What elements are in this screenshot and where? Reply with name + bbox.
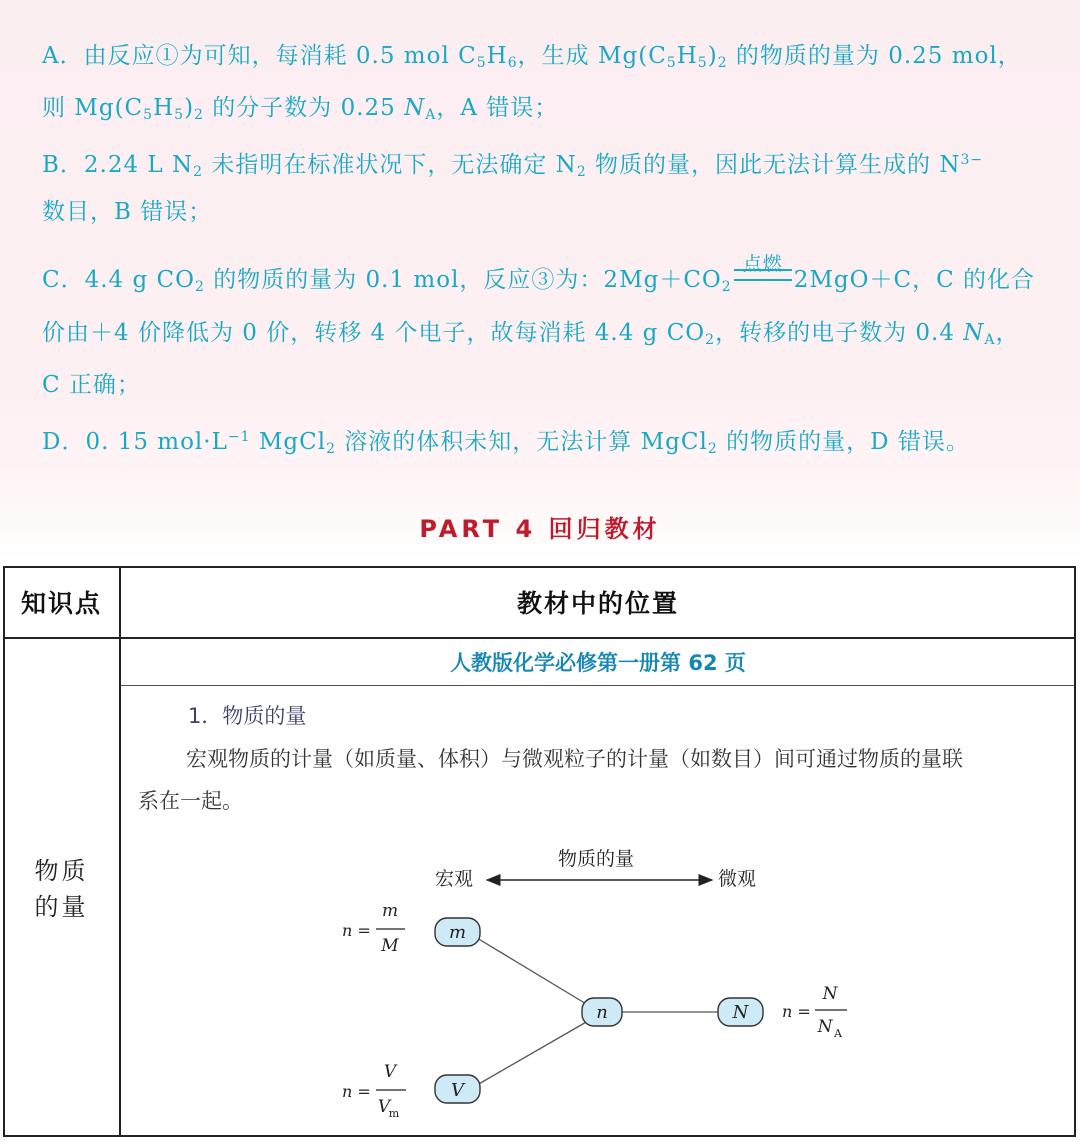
answer-line-c2: 价由＋4 价降低为 0 价，转移 4 个电子，故每消耗 4.4 g $CO_2$，转移的电子数为 0.4 $N_A$， <box>42 320 1020 348</box>
amount-axis-label: 物质的量 <box>558 848 635 870</box>
answer-line-b1: B．2.24 L $N_2$ 未指明在标准状况下，无法确定 $N_2$ 物质的量，因此无法计算生成的 $N^{3-}$ <box>42 152 984 180</box>
svg-text:N: N <box>822 984 838 1004</box>
svg-text:M: M <box>381 936 399 956</box>
connector-m-n <box>477 938 588 1005</box>
answer-explanation-box <box>0 0 1080 560</box>
topic-cell: 物质 的量 <box>34 856 89 921</box>
micro-label: 微观 <box>718 868 757 890</box>
svg-text:N: N <box>732 1002 749 1023</box>
ignition-arrow: 点燃 <box>732 275 794 287</box>
textbook-paragraph-line1: 宏观物质的计量（如质量、体积）与微观粒子的计量（如数目）间可通过物质的量联 <box>186 747 963 771</box>
svg-text:A: A <box>834 1027 842 1040</box>
formula-volume <box>342 1062 406 1120</box>
textbook-heading: 1．物质的量 <box>188 704 307 728</box>
table-border-bottom <box>3 1135 1076 1137</box>
svg-text:n =: n = <box>782 1002 811 1021</box>
svg-text:n: n <box>596 1002 608 1023</box>
svg-text:V: V <box>451 1080 464 1101</box>
svg-text:n =: n = <box>342 921 371 940</box>
svg-text:N: N <box>817 1017 833 1037</box>
connector-v-n <box>477 1021 588 1085</box>
col-header-knowledge-point: 知识点 <box>20 589 102 618</box>
svg-text:m: m <box>381 901 399 921</box>
svg-text:m: m <box>448 922 467 943</box>
amount-of-substance-diagram <box>320 835 880 1131</box>
textbook-paragraph-line2: 系在一起。 <box>138 789 243 813</box>
svg-text:V: V <box>377 1097 391 1117</box>
source-divider <box>121 685 1074 686</box>
macro-label: 宏观 <box>435 868 474 890</box>
answer-line-c1: C．4.4 g $CO_2$ 的物质的量为 0.1 mol，反应③为：$2Mg+CO_2$ 点燃 2MgO＋C，C 的化合 <box>42 253 1035 295</box>
svg-text:n =: n = <box>342 1082 371 1101</box>
table-border-right <box>1074 566 1076 1137</box>
formula-mass <box>342 901 405 956</box>
answer-line-c3: C 正确； <box>42 372 141 398</box>
answer-line-a1: A．由反应①为可知，每消耗 0.5 mol $C_5H_6$，生成 $Mg(C_5H_5)_2$ 的物质的量为 0.25 mol， <box>42 43 1022 71</box>
answer-line-b2: 数目，B 错误； <box>42 199 213 225</box>
answer-line-a2: 则 $Mg(C_5H_5)_2$ 的分子数为 0.25 $N_A$，A 错误； <box>42 95 559 123</box>
answer-line-d: D．0. 15 $mol\cdot L^{-1}$ MgCl$_2$ 溶液的体积未知，无法计算 MgCl$_2$ 的物质的量，D 错误。 <box>42 429 970 457</box>
svg-text:m: m <box>388 1107 400 1120</box>
col-header-textbook-location: 教材中的位置 <box>516 589 679 618</box>
formula-particles <box>782 984 847 1040</box>
textbook-source: 人教版化学必修第一册第 62 页 <box>450 651 746 675</box>
svg-text:V: V <box>383 1062 397 1082</box>
section-title: PART 4 回归教材 <box>419 515 661 543</box>
